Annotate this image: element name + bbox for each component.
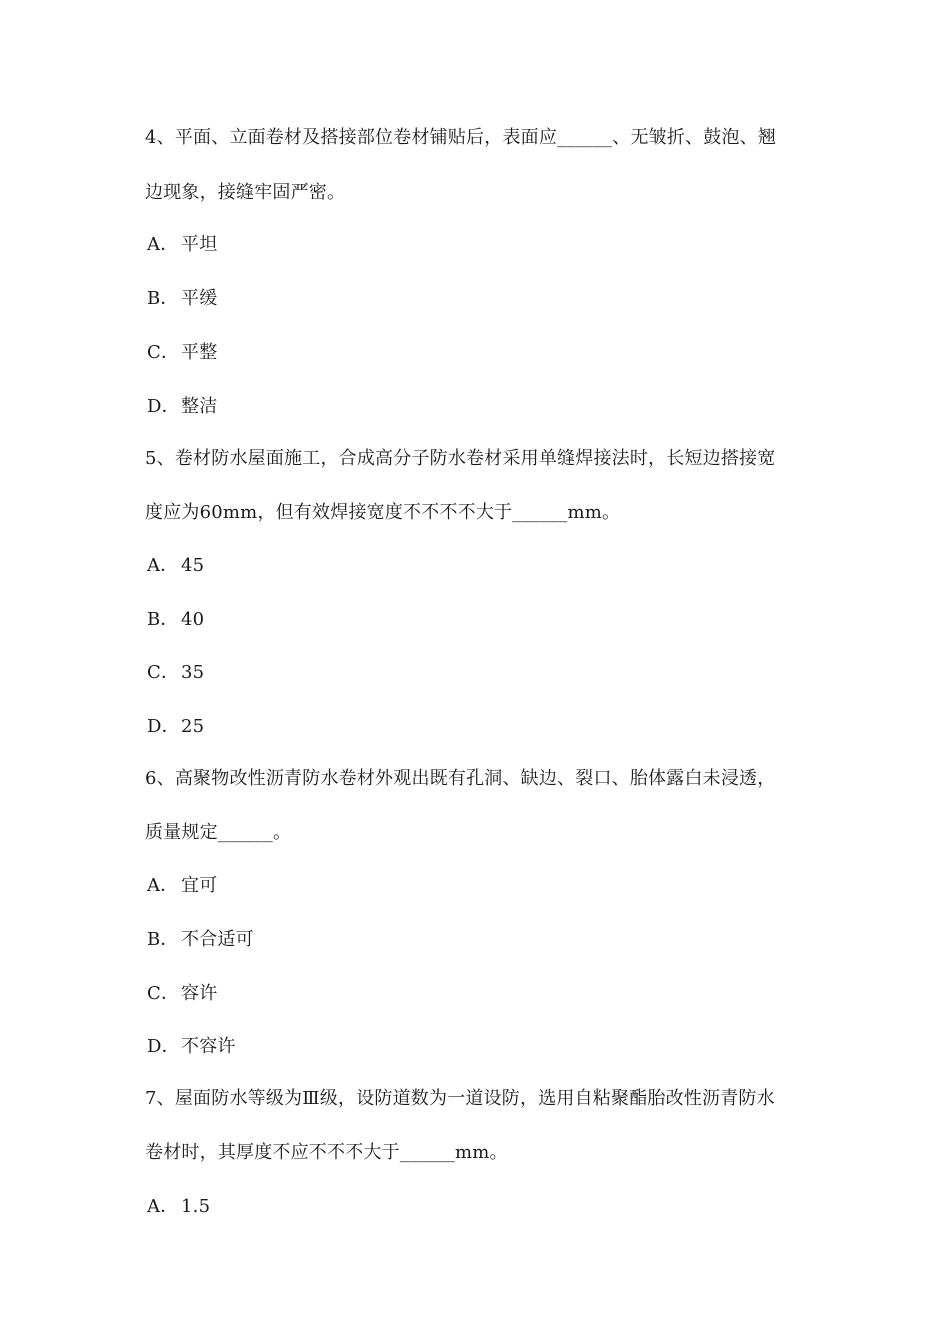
option-letter: B．: [147, 609, 179, 630]
question-5-stem-line-1: 5、卷材防水屋面施工，合成高分子防水卷材采用单缝焊接法时，长短边搭接宽: [145, 448, 776, 469]
question-6-option-d: [147, 1035, 236, 1059]
option-letter: D．: [147, 1036, 180, 1057]
option-letter: C．: [147, 983, 180, 1004]
question-5-stem-line-2: 度应为60mm，但有效焊接宽度不不不不大于______mm。: [145, 502, 621, 523]
option-text: 平坦: [181, 234, 218, 255]
question-4-stem-line-2: 边现象，接缝牢固严密。: [145, 182, 346, 203]
option-letter: C．: [147, 342, 180, 363]
question-4-option-c: [147, 341, 217, 365]
option-letter: A．: [147, 875, 179, 896]
option-letter: A．: [147, 234, 179, 255]
option-text: 宜可: [181, 875, 218, 896]
question-5-option-d: [147, 715, 204, 739]
question-7-stem-line-1: 7、屋面防水等级为Ⅲ级，设防道数为一道设防，选用自粘聚酯胎改性沥青防水: [145, 1088, 775, 1109]
question-5-option-c: [147, 661, 204, 685]
option-text: 不合适可: [181, 929, 254, 950]
option-text: 40: [181, 609, 205, 630]
option-text: 不容许: [181, 1036, 236, 1057]
option-text: 35: [181, 662, 205, 683]
option-text: 45: [181, 555, 205, 576]
option-text: 25: [181, 716, 205, 737]
option-text: 整洁: [181, 396, 218, 417]
question-7-stem-line-2: 卷材时，其厚度不应不不不大于______mm。: [145, 1142, 508, 1163]
question-6-stem-line-1: 6、高聚物改性沥青防水卷材外观出既有孔洞、缺边、裂口、胎体露白未浸透，: [145, 768, 776, 789]
question-6-stem-line-2: 质量规定______。: [145, 822, 292, 843]
option-letter: D．: [147, 396, 180, 417]
option-letter: B．: [147, 929, 179, 950]
option-letter: A．: [147, 555, 179, 576]
option-letter: B．: [147, 288, 179, 309]
question-4-option-b: [147, 287, 217, 311]
question-4-stem-line-1: 4、平面、立面卷材及搭接部位卷材铺贴后，表面应______、无皱折、鼓泡、翘: [145, 127, 777, 148]
option-letter: D．: [147, 716, 180, 737]
question-7-option-a: [147, 1195, 210, 1219]
option-text: 平整: [181, 342, 218, 363]
option-letter: A．: [147, 1196, 179, 1217]
question-6-option-c: [147, 982, 217, 1006]
option-text: 容许: [181, 983, 218, 1004]
option-letter: C．: [147, 662, 180, 683]
question-6-option-b: [147, 928, 254, 952]
question-4-option-a: [147, 233, 217, 257]
question-6-option-a: [147, 874, 217, 898]
option-text: 1.5: [181, 1196, 211, 1217]
question-5-option-a: [147, 554, 204, 578]
option-text: 平缓: [181, 288, 218, 309]
question-5-option-b: [147, 608, 204, 632]
question-4-option-d: [147, 395, 217, 419]
